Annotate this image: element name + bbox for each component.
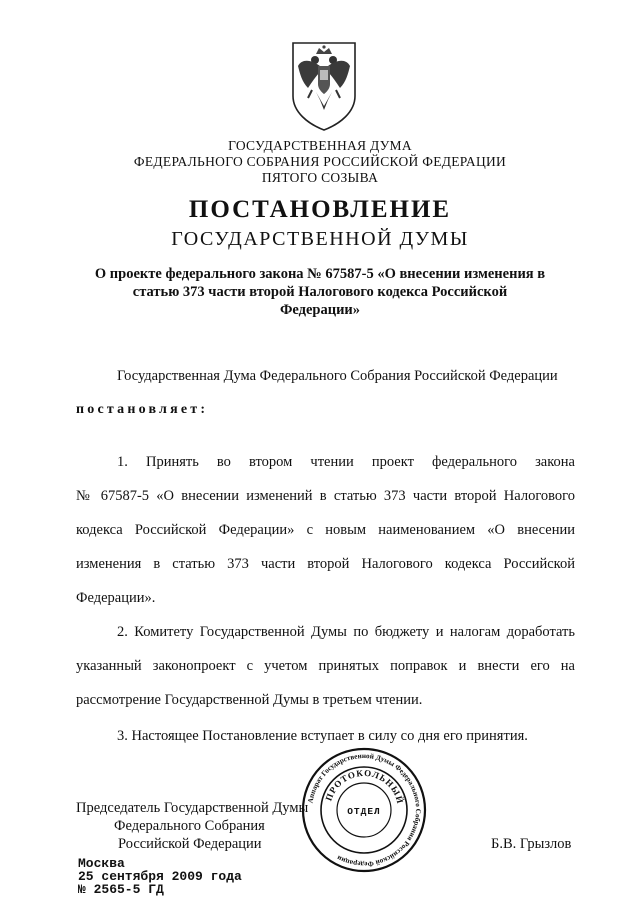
item-1-line-3: кодекса Российской Федерации» с новым наименованием «О внесении <box>76 522 575 538</box>
document-subtitle: ГОСУДАРСТВЕННОЙ ДУМЫ <box>171 228 469 250</box>
subject-line-1: О проекте федерального закона № 67587-5 «О внесении изменения в <box>94 266 546 282</box>
svg-text:ПРОТОКОЛЬНЫЙ <box>323 768 405 805</box>
signatory-role-line-1: Председатель Государственной Думы <box>76 800 309 816</box>
footer-date: 25 сентября 2009 года <box>78 869 242 884</box>
subject-line-2: статью 373 части второй Налогового кодекса Российской <box>132 284 508 300</box>
coat-of-arms-emblem <box>290 40 358 132</box>
item-2-line-1: 2. Комитету Государственной Думы по бюджету и налогам доработать <box>117 624 575 640</box>
stamp-inner-text: ПРОТОКОЛЬНЫЙ <box>323 767 406 806</box>
item-1-line-4: изменения в статью 373 части второй Налогового кодекса Российской <box>76 556 575 572</box>
preamble-text: Государственная Дума Федерального Собрания Российской Федерации <box>117 368 558 384</box>
item-2-line-3: рассмотрение Государственной Думы в третьем чтении. <box>76 692 423 708</box>
header-line-3: ПЯТОГО СОЗЫВА <box>261 170 379 185</box>
item-1-line-2: № 67587-5 «О внесении изменений в статью 373 части второй Налогового <box>76 488 575 504</box>
item-1-line-5: Федерации». <box>76 590 156 606</box>
stamp-center-text: ОТДЕЛ <box>347 806 381 817</box>
protocol-department-stamp <box>300 746 428 874</box>
item-1-line-1: 1. Принять во втором чтении проект федерального закона <box>117 454 575 470</box>
header-line-1: ГОСУДАРСТВЕННАЯ ДУМА <box>228 138 412 153</box>
item-3-line-1: 3. Настоящее Постановление вступает в силу со дня его принятия. <box>117 728 528 744</box>
header-line-2: ФЕДЕРАЛЬНОГО СОБРАНИЯ РОССИЙСКОЙ ФЕДЕРАЦИИ <box>133 154 507 169</box>
document-title: ПОСТАНОВЛЕНИЕ <box>188 196 452 223</box>
signatory-name: Б.В. Грызлов <box>491 836 572 852</box>
item-2-line-2: указанный законопроект с учетом принятых поправок и внести его на <box>76 658 575 674</box>
footer-city: Москва <box>78 856 125 871</box>
subject-line-3: Федерации» <box>279 302 361 318</box>
signatory-role-line-3: Российской Федерации <box>118 836 262 852</box>
stamp-outer-text: Аппарат Государственной Думы Федерального Собрания Российской Федерации <box>306 751 423 869</box>
signatory-role-line-2: Федерального Собрания <box>114 818 265 834</box>
decrees-label: постановляет: <box>76 402 209 417</box>
footer-number: № 2565-5 ГД <box>78 882 164 897</box>
